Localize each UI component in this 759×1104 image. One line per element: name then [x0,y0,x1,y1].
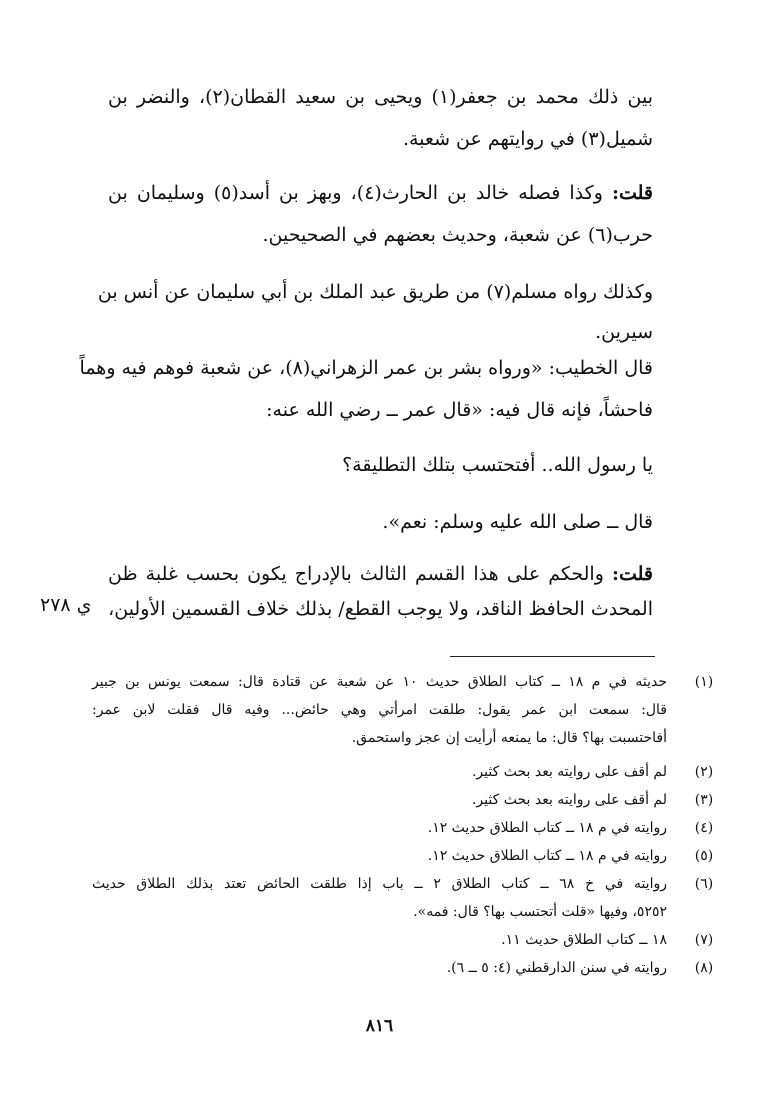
footnote-number: (٧) [694,932,714,948]
footnote-line [100,790,714,812]
footnote-text: روايته في سنن الدارقطني (٤: ٥ ــ ٦). [446,960,667,976]
footnote-text: قال: سمعت ابن عمر يقول: طلقت امرأتي وهي حائض... وفيه قال فقلت لابن عمر: [92,702,667,718]
line-text: والحكم على هذا القسم الثالث بالإدراج يكون بحسب غلبة ظن [108,563,612,585]
footnote-line [92,672,714,694]
line-text: وكذا فصله خالد بن الحارث(٤)، وبهز بن أسد(٥) وسليمان بن [108,182,612,204]
line-text: قال الخطيب: «ورواه بشر بن عمر الزهراني(٨)، عن شعبة فوهم فيه وهماً [79,357,653,379]
footnote-text: روايته في خ ٦٨ ــ كتاب الطلاق ٢ ــ باب إذا طلقت الحائض تعتد بذلك الطلاق حديث [92,876,667,892]
line-text: وكذلك رواه مسلم(٧) من طريق عبد الملك بن أبي سليمان عن أنس بن [97,281,653,303]
footnote-line [100,902,667,924]
text-line [108,450,653,480]
line-text: فاحشاً، فإنه قال فيه: «قال عمر ــ رضي الله عنه: [266,399,653,421]
line-text: سيرين. [595,321,653,343]
line-text: بين ذلك محمد بن جعفر(١) ويحيى بن سعيد القطان(٢)، والنضر بن [108,86,653,108]
text-line [108,124,653,154]
line-text: المحدث الحافظ الناقد، ولا يوجب القطع/ بذلك خلاف القسمين الأولين، [108,598,653,620]
footnote-number: (٦) [694,876,714,892]
text-line [79,353,653,383]
text-line [108,82,653,112]
line-text: شميل(٣) في روايتهم عن شعبة. [402,128,653,150]
footnote-text: ٥٢٥٢، وفيها «قلت أتحتسب بها؟ قال: فمه». [413,904,667,920]
footnote-separator [450,656,655,657]
footnote-line [100,818,714,840]
footnote-text: روايته في م ١٨ ــ كتاب الطلاق حديث ١٢. [427,820,667,836]
text-line [108,507,653,537]
text-line [108,395,653,425]
footnote-line [92,874,714,896]
text-line [97,277,653,307]
footnote-line [92,700,667,722]
line-text: حرب(٦) عن شعبة، وحديث بعضهم في الصحيحين. [262,224,653,246]
footnote-text: ١٨ ــ كتاب الطلاق حديث ١١. [501,932,667,948]
footnote-text: حديثه في م ١٨ ــ كتاب الطلاق حديث ١٠ عن شعبة عن قتادة قال: سمعت يونس بن جبير [92,674,668,690]
footnote-text: لم أقف على روايته بعد بحث كثير. [471,764,667,780]
lead-word: قلت: [611,563,653,585]
line-text: قال ــ صلى الله عليه وسلم: نعم». [382,511,653,533]
footnote-number: (١) [694,674,714,690]
text-line [108,559,653,589]
footnote-text: لم أقف على روايته بعد بحث كثير. [471,792,667,808]
footnote-number: (٥) [694,848,714,864]
page-number: ٨١٦ [365,1016,394,1036]
text-line [108,317,653,347]
lead-word: قلت: [611,182,653,204]
footnote-line [100,728,667,750]
text-line [98,594,653,624]
footnote-line [100,958,714,980]
footnote-number: (٤) [694,820,714,836]
footnote-line [100,762,714,784]
footnote-number: (٢) [694,764,714,780]
footnote-number: (٨) [694,960,714,976]
footnote-text: أفاحتسبت بها؟ قال: ما يمنعه أرأيت إن عجز واستحمق. [351,730,667,746]
footnote-line [100,846,714,868]
footnote-text: روايته في م ١٨ ــ كتاب الطلاق حديث ١٢. [427,848,667,864]
footnote-number: (٣) [694,792,714,808]
margin-page-reference: ي ٢٧٨ [40,594,92,616]
text-line [108,220,653,250]
text-line [108,178,653,208]
footnote-line [100,930,714,952]
line-text: يا رسول الله.. أفتحتسب بتلك التطليقة؟ [342,454,653,476]
